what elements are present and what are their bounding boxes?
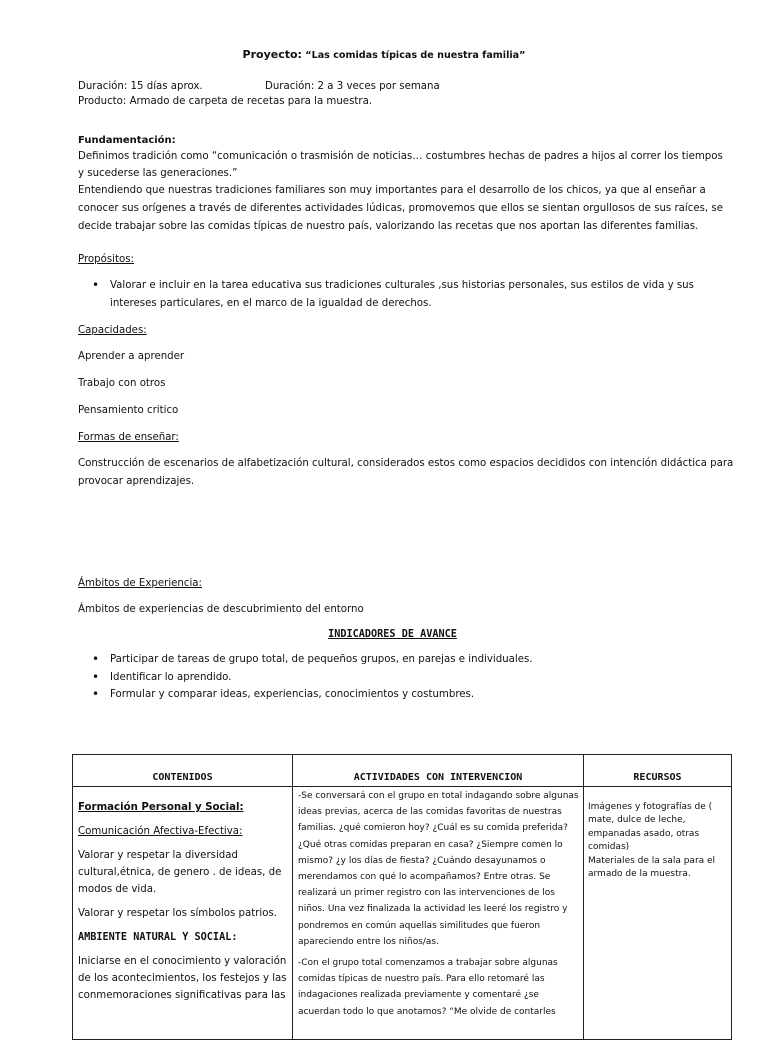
fundamentacion-line: conocer sus orígenes a través de diferentes actividades lúdicas, promovemos que ellos se sientan orgullosos de sus raíces, se <box>78 203 723 214</box>
column-header-recursos: RECURSOS <box>584 755 732 787</box>
recursos-cell <box>584 787 732 1040</box>
actividades-paragraph: -Se conversará con el grupo en total indagando sobre algunas ideas previas, acerca de las comidas favoritas de nuestras familias. ¿qué comieron hoy? ¿Cuál es su comida preferida? ¿Qué otras comidas preparan en casa? ¿Siempre comen lo mismo? ¿y los días de fiesta? ¿Cuándo desayunamos o merendamos con qué lo acompañamos? Entre otras. Se realizará un primer registro con las intervenciones de los niños. Una vez finalizada la actividad les leeré los registro y pondremos en común aquellas similitudes que fueron apareciendo entre los niños/as. <box>298 791 579 947</box>
contenidos-paragraph: Iniciarse en el conocimiento y valoración de los acontecimientos, los festejos y las conmemoraciones significativas para las <box>78 956 287 1001</box>
title-prefix: Proyecto: <box>242 48 302 61</box>
indicadores-list <box>92 651 712 704</box>
list-item: • Participar de tareas de grupo total, de pequeños grupos, en parejas e individuales. <box>92 651 712 669</box>
list-item: • Formular y comparar ideas, experiencias, conocimientos y costumbres. <box>92 686 712 704</box>
contenidos-paragraph: Valorar y respetar la diversidad cultural,étnica, de genero . de ideas, de modos de vida. <box>78 850 282 895</box>
fundamentacion-line: Entendiendo que nuestras tradiciones familiares son muy importantes para el desarrollo de los chicos, ya que al enseñar a <box>78 185 706 196</box>
ambitos-heading: Ámbitos de Experiencia: <box>78 578 202 589</box>
column-header-actividades: ACTIVIDADES CON INTERVENCION <box>293 755 584 787</box>
capacidad-item: Aprender a aprender <box>78 351 185 362</box>
fundamentacion-line: Definimos tradición como “comunicación o trasmisión de noticias… costumbres hechas de padres a hijos al correr los tiempos <box>78 151 723 162</box>
product-line: Producto: Armado de carpeta de recetas para la muestra. <box>78 96 373 107</box>
title-text: “Las comidas típicas de nuestra familia” <box>301 50 526 61</box>
fundamentacion-line: decide trabajar sobre las comidas típicas de nuestro país, valorizando las recetas que nos aportan las diferentes familias. <box>78 221 699 232</box>
duration-estimate: Duración: 15 días aprox. <box>78 81 203 92</box>
formas-line: provocar aprendizajes. <box>78 476 195 487</box>
propositos-list <box>92 277 712 312</box>
contenidos-heading-ambiente: AMBIENTE NATURAL Y SOCIAL: <box>78 932 238 943</box>
capacidades-heading: Capacidades: <box>78 325 147 336</box>
ambitos-text: Ámbitos de experiencias de descubrimiento del entorno <box>78 604 364 615</box>
contenidos-cell <box>73 787 293 1040</box>
list-item: • Valorar e incluir en la tarea educativa sus tradiciones culturales ,sus historias personales, sus estilos de vida y sus intereses particulares, en el marco de la igualdad de derechos. <box>92 277 712 312</box>
capacidad-item: Pensamiento critico <box>78 405 179 416</box>
actividades-paragraph: -Con el grupo total comenzamos a trabajar sobre algunas comidas típicas de nuestro país. Para ello retomaré las indagaciones realizada previamente y comentaré ¿se acuerdan todo lo que anotamos? “Me olvide de contarles <box>298 958 558 1017</box>
recursos-item: Imágenes y fotografías de ( mate, dulce de leche, empanadas asado, otras comidas) <box>588 802 713 853</box>
contenidos-paragraph: Valorar y respetar los símbolos patrios. <box>78 908 278 919</box>
duration-frequency: Duración: 2 a 3 veces por semana <box>265 81 440 92</box>
formas-heading: Formas de enseñar: <box>78 432 179 443</box>
table-row <box>73 787 732 1040</box>
fundamentacion-heading: Fundamentación: <box>78 135 176 146</box>
capacidad-item: Trabajo con otros <box>78 378 166 389</box>
column-header-contenidos: CONTENIDOS <box>73 755 293 787</box>
actividades-cell <box>293 787 584 1040</box>
list-item: • Identificar lo aprendido. <box>92 669 712 687</box>
fundamentacion-line: y sucederse las generaciones.” <box>78 168 238 179</box>
propositos-heading: Propósitos: <box>78 254 134 265</box>
indicadores-heading: INDICADORES DE AVANCE <box>328 629 457 640</box>
contenidos-subheading: Comunicación Afectiva-Efectiva: <box>78 826 243 837</box>
formas-line: Construcción de escenarios de alfabetización cultural, considerados estos como espacios decididos con intención didáctica para <box>78 458 734 469</box>
planning-table <box>72 754 732 1040</box>
project-title <box>0 46 768 64</box>
contenidos-heading-formacion: Formación Personal y Social: <box>78 802 244 813</box>
recursos-item: Materiales de la sala para el armado de la muestra. <box>588 855 716 880</box>
